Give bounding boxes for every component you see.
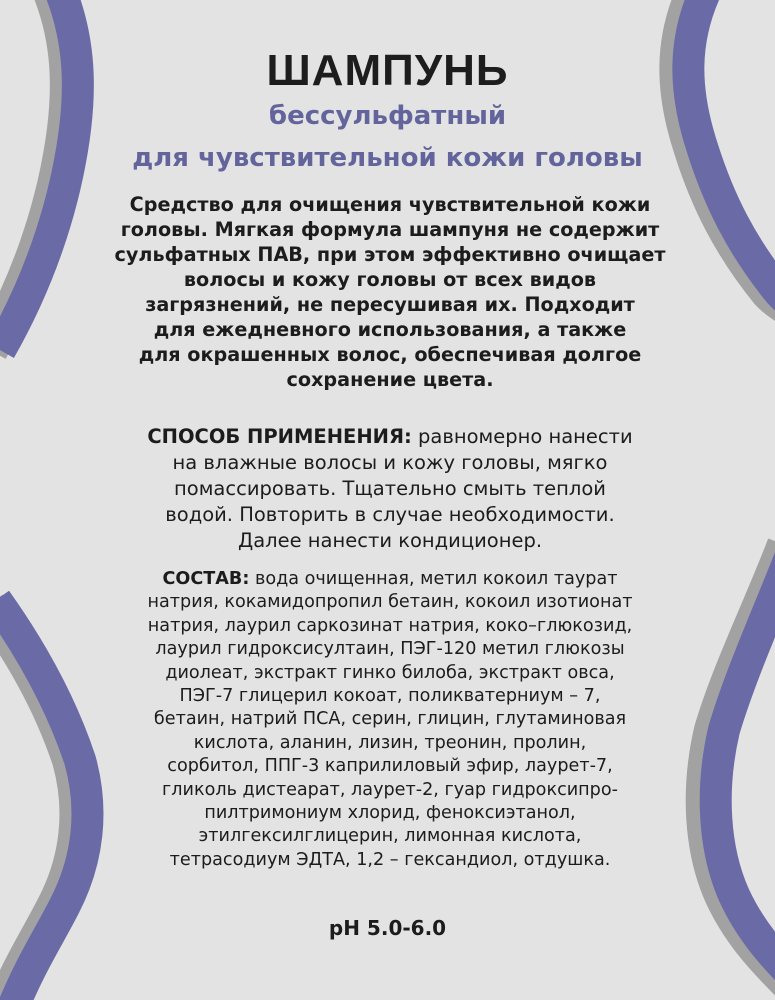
usage-text: равномерно нанести (411, 425, 633, 448)
composition-line: ПЭГ-7 глицерил кокоат, поликватерниум – 7, (179, 686, 601, 707)
composition-line: этилгексилглицерин, лимонная кислота, (198, 826, 582, 847)
composition-line: натрия, лаурил саркозинат натрия, коко–глюкозид, (147, 615, 633, 636)
description-line: для ежедневного использования, а также (153, 318, 627, 341)
composition-first-line (100, 568, 680, 591)
usage-label: СПОСОБ ПРИМЕНЕНИЯ: (147, 425, 412, 448)
composition-text: вода очищенная, метил кокоил таурат (249, 569, 618, 589)
description-line: волосы и кожу головы от всех видов (183, 268, 597, 291)
composition-line: тетрасодиум ЭДТА, 1,2 – гександиол, отдушка. (169, 849, 611, 870)
composition-ingredients (100, 568, 680, 872)
composition-label: СОСТАВ: (162, 569, 250, 589)
usage-line: Далее нанести кондиционер. (237, 529, 543, 552)
description-line: для окрашенных волос, обеспечивая долгое (138, 343, 642, 366)
composition-line: бетаин, натрий ПСА, серин, глицин, глутаминовая (153, 709, 627, 730)
usage-line: водой. Повторить в случае необходимости. (165, 503, 615, 526)
product-description (100, 192, 680, 392)
composition-line: диолеат, экстракт гинко билоба, экстракт овса, (165, 662, 615, 683)
description-line: сульфатных ПАВ, при этом эффективно очищает (114, 243, 666, 266)
product-subtitle-target: для чувствительной кожи головы (132, 143, 643, 173)
description-line: головы. Мягкая формула шампуня не содержит (120, 218, 660, 241)
composition-line: пилтримониум хлорид, феноксиэтанол, (204, 803, 576, 824)
product-subtitle-sulfate-free: бессульфатный (268, 101, 507, 131)
usage-first-line (100, 424, 680, 450)
composition-line: сорбитол, ППГ-3 каприлиловый эфир, лаурет-7, (167, 756, 613, 777)
description-line: сохранение цвета. (286, 368, 494, 391)
composition-line: лаурил гидроксисултаин, ПЭГ-120 метил глюкозы (155, 639, 625, 660)
description-line: Средство для очищения чувствительной кожи (129, 193, 651, 216)
composition-line: гликоль дистеарат, лаурет-2, гуар гидроксипро- (162, 779, 618, 800)
usage-line: на влажные волосы и кожу головы, мягко (172, 451, 608, 474)
usage-line: помассировать. Тщательно смыть теплой (174, 477, 606, 500)
composition-line: кислота, аланин, лизин, треонин, пролин, (193, 732, 587, 753)
product-title: ШАМПУНЬ (266, 46, 509, 95)
description-line: загрязнений, не пересушивая их. Подходит (145, 293, 635, 316)
composition-line: натрия, кокамидопропил бетаин, кокоил изотионат (147, 592, 633, 613)
ph-value: pH 5.0-6.0 (328, 916, 447, 940)
usage-instructions (100, 424, 680, 554)
